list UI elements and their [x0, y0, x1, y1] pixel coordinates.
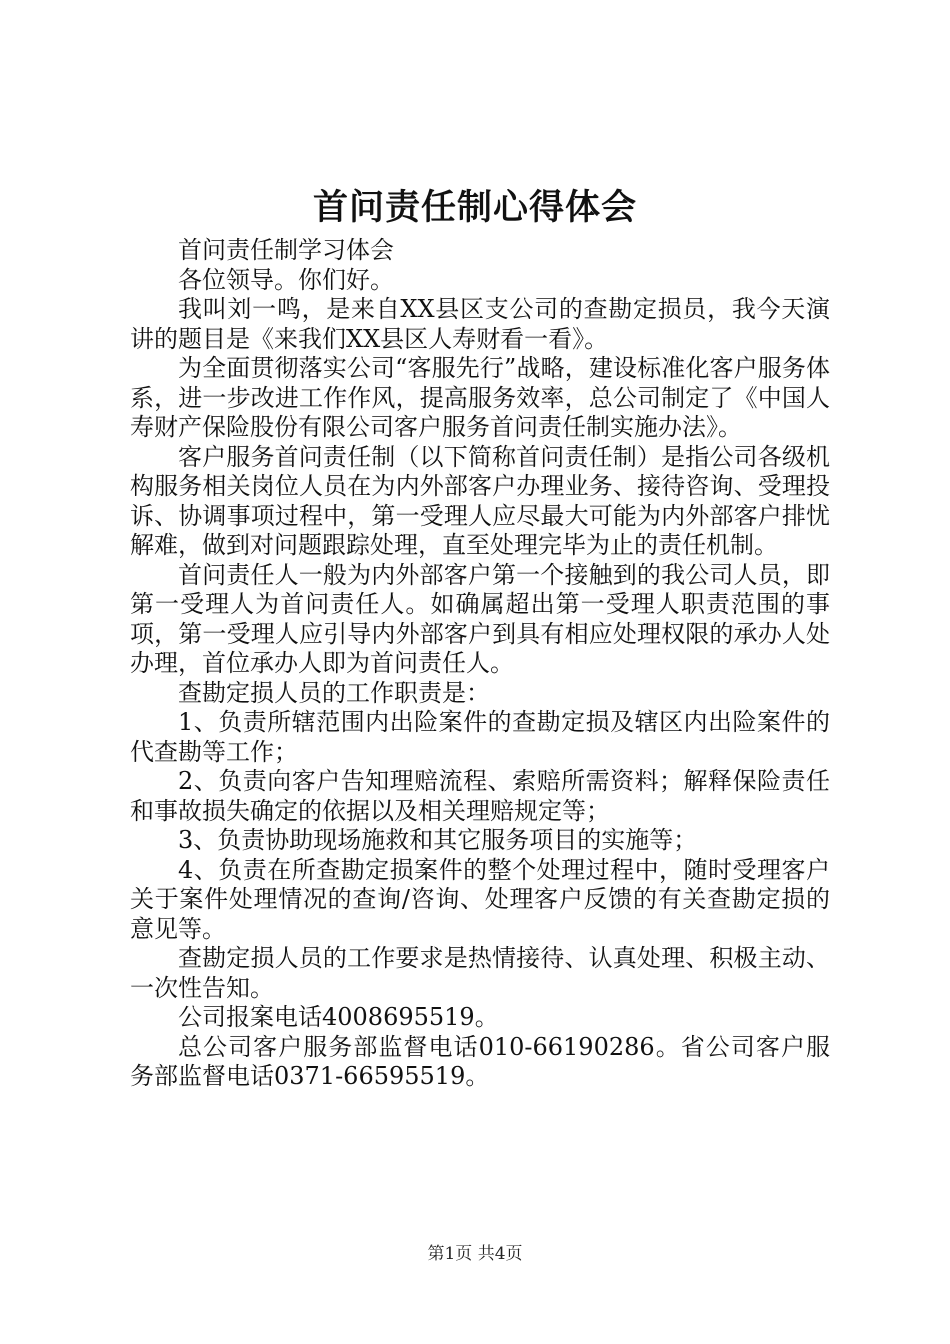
paragraph-first-responder: 首问责任人一般为内外部客户第一个接触到的我公司人员，即第一受理人为首问责任人。如确属超出第一受理人职责范围的事项，第一受理人应引导内外部客户到具有相应处理权限的承办人处办理，首位承办人即为首问责任人。 — [130, 560, 830, 677]
paragraph-background: 为全面贯彻落实公司“客服先行”战略，建设标准化客户服务体系，进一步改进工作作风，提高服务效率，总公司制定了《中国人寿财产保险股份有限公司客户服务首问责任制实施办法》。 — [130, 354, 830, 441]
paragraph-subtitle: 首问责任制学习体会 — [178, 236, 394, 264]
paragraph-greeting: 各位领导。你们好。 — [178, 265, 394, 294]
document-title: 首问责任制心得体会 — [312, 187, 637, 228]
paragraph-duty-1: 1、负责所辖范围内出险案件的查勘定损及辖区内出险案件的代查勘等工作； — [130, 708, 830, 766]
paragraph-duties-heading: 查勘定损人员的工作职责是： — [178, 678, 490, 707]
document-body — [130, 236, 830, 1092]
paragraph-introduction: 我叫刘一鸣，是来自XX县区支公司的查勘定损员，我今天演讲的题目是《来我们XX县区人寿财看一看》。 — [130, 295, 830, 353]
paragraph-supervision-phones: 总公司客户服务部监督电话010-66190286。省公司客户服务部监督电话0371-66595519。 — [130, 1032, 830, 1090]
paragraph-duty-3: 3、负责协助现场施救和其它服务项目的实施等； — [178, 826, 698, 854]
paragraph-requirements: 查勘定损人员的工作要求是热情接待、认真处理、积极主动、一次性告知。 — [130, 944, 830, 1002]
paragraph-duty-2: 2、负责向客户告知理赔流程、索赔所需资料；解释保险责任和事故损失确定的依据以及相关理赔规定等； — [130, 767, 830, 825]
paragraph-definition: 客户服务首问责任制（以下简称首问责任制）是指公司各级机构服务相关岗位人员在为内外部客户办理业务、接待咨询、受理投诉、协调事项过程中，第一受理人应尽最大可能为内外部客户排忧解难，做到对问题跟踪处理，直至处理完毕为止的责任机制。 — [130, 442, 830, 559]
paragraph-report-phone: 公司报案电话4008695519。 — [178, 1003, 499, 1031]
page-number-footer: 第1页 共4页 — [427, 1244, 523, 1264]
paragraph-duty-4: 4、负责在所查勘定损案件的整个处理过程中，随时受理客户关于案件处理情况的查询/咨询、处理客户反馈的有关查勘定损的意见等。 — [130, 855, 830, 943]
